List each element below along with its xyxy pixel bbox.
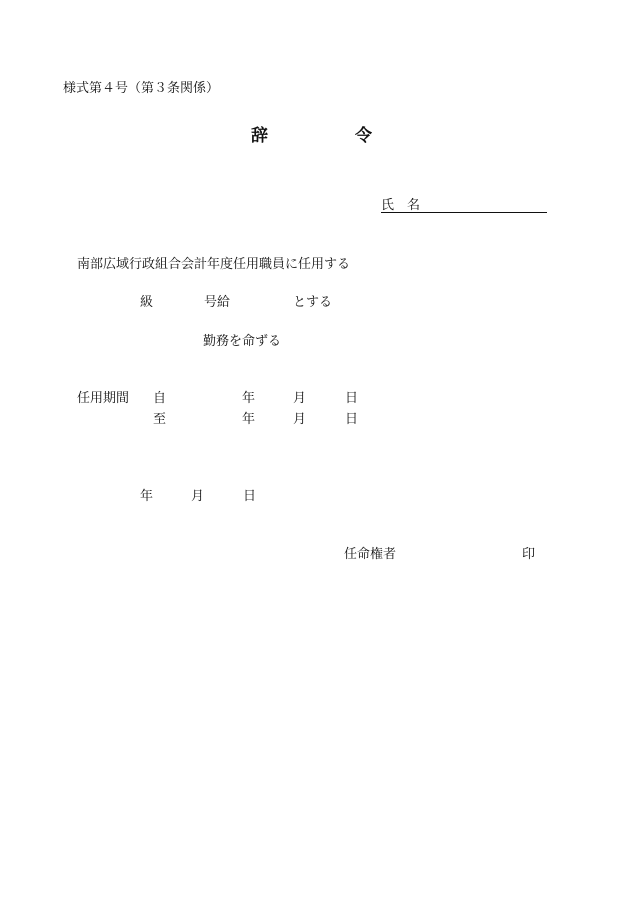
term-to-month: 月 <box>293 412 307 427</box>
issue-month: 月 <box>191 489 205 504</box>
appointer-label: 任命権者 <box>344 547 397 562</box>
step-label: 号給 <box>204 295 231 310</box>
seal-mark: 印 <box>522 547 536 562</box>
term-from-day: 日 <box>345 391 359 406</box>
grade-label: 級 <box>140 295 154 310</box>
document-title-second-char: 令 <box>355 126 372 146</box>
term-to-label: 至 <box>153 412 167 427</box>
document-title-first-char: 辞 <box>251 126 268 146</box>
term-from-label: 自 <box>153 391 167 406</box>
form-number: 様式第４号（第３条関係） <box>63 81 220 96</box>
term-from-year: 年 <box>242 391 256 406</box>
name-label: 氏 名 <box>381 198 421 213</box>
term-from-month: 月 <box>293 391 307 406</box>
term-to-year: 年 <box>242 412 256 427</box>
issue-year: 年 <box>140 489 154 504</box>
term-label: 任用期間 <box>77 391 130 406</box>
statement-suffix: とする <box>293 295 333 310</box>
appointment-statement: 南部広域行政組合会計年度任用職員に任用する <box>77 257 351 272</box>
term-to-day: 日 <box>345 412 359 427</box>
issue-day: 日 <box>243 489 257 504</box>
duty-statement: 勤務を命ずる <box>203 334 282 349</box>
